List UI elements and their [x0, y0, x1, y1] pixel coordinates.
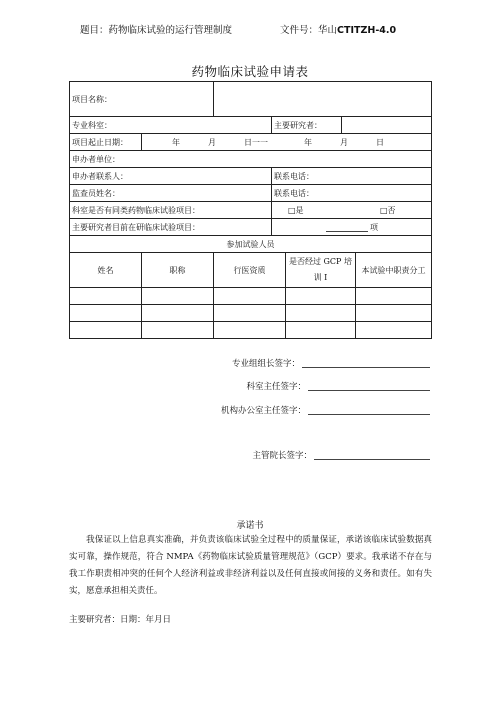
- cell-title[interactable]: [142, 322, 214, 339]
- period-day1: 日一一: [244, 138, 268, 147]
- cell-license[interactable]: [214, 305, 286, 322]
- cell-duty[interactable]: [356, 305, 432, 322]
- pledge-text: [69, 532, 432, 600]
- cell-gcp[interactable]: [286, 288, 356, 305]
- row-dept-pi: [70, 117, 432, 134]
- pledge-body: 我保证以上信息真实准确，并负责该临床试验全过程中的质量保证，承诺该临床试验数据真实可靠，操作规范，符合 NMPA《药物临床试验质量管理规范》（GCP）要求。我承诺不存在与我工作职责相冲突的任何个人经济利益或非经济利益以及任何直接或间接的义务和责任。如有失实，愿意承担相关责任。: [69, 535, 432, 596]
- period-year2: 年: [304, 138, 312, 147]
- field-period[interactable]: [142, 134, 432, 151]
- cell-license[interactable]: [214, 288, 286, 305]
- table-row: [70, 305, 432, 322]
- row-sponsor-unit: [70, 151, 432, 168]
- label-project-name: 项目名称：: [70, 82, 214, 117]
- period-year1: 年: [172, 138, 180, 147]
- checkbox-no[interactable]: □否: [380, 206, 396, 215]
- field-pi[interactable]: [342, 117, 432, 134]
- signature-dean-line[interactable]: [314, 459, 430, 460]
- signature-group-leader: [0, 357, 300, 371]
- application-form-table: [69, 81, 432, 339]
- cell-name[interactable]: [70, 305, 142, 322]
- signature-group-leader-line[interactable]: [302, 367, 430, 368]
- row-sponsor-contact: [70, 168, 432, 185]
- signature-office-head-line[interactable]: [308, 414, 430, 415]
- label-period: 项目起止日期：: [70, 134, 142, 151]
- page-header: [0, 22, 500, 40]
- signature-group-leader-label: 专业组组长签字：: [231, 359, 300, 369]
- cell-name[interactable]: [70, 288, 142, 305]
- table-row: [70, 288, 432, 305]
- label-sponsor-unit[interactable]: 申办者单位：: [70, 151, 432, 168]
- signature-dept-head-label: 科室主任签字：: [246, 382, 306, 392]
- period-day2: 日: [376, 138, 384, 147]
- cell-title[interactable]: [142, 305, 214, 322]
- row-ongoing-trials: [70, 219, 432, 236]
- label-monitor[interactable]: 监查员姓名：: [70, 185, 272, 202]
- row-participants-header: [70, 236, 432, 253]
- row-period: [70, 134, 432, 151]
- col-header-title: 职称: [142, 253, 214, 288]
- signature-office-head-label: 机构办公室主任签字：: [220, 406, 306, 416]
- cell-duty[interactable]: [356, 322, 432, 339]
- label-pi: 主要研究者：: [272, 117, 342, 134]
- col-header-gcp-line2: 训 I: [313, 273, 328, 282]
- label-ongoing-trials: 主要研究者目前在研临床试验项目：: [70, 219, 272, 236]
- cell-duty[interactable]: [356, 288, 432, 305]
- period-month1: 月: [208, 138, 216, 147]
- cell-gcp[interactable]: [286, 305, 356, 322]
- field-ongoing-trials[interactable]: [272, 219, 432, 236]
- row-monitor: [70, 185, 432, 202]
- col-header-license: 行医资质: [214, 253, 286, 288]
- col-header-gcp: [286, 253, 356, 288]
- participants-header: 参加试验人员: [70, 236, 432, 253]
- pledge-signature-line: 主要研究者：日期：年月日: [69, 615, 172, 625]
- col-header-name: 姓名: [70, 253, 142, 288]
- cell-gcp[interactable]: [286, 322, 356, 339]
- label-contact-phone1[interactable]: 联系电话：: [272, 168, 432, 185]
- document-subject: 题目：药物临床试验的运行管理制度: [80, 25, 233, 36]
- cell-license[interactable]: [214, 322, 286, 339]
- doc-number-label: 文件号：华山: [280, 25, 338, 36]
- row-project-name: [70, 82, 432, 117]
- signature-dean: [0, 449, 312, 463]
- pledge-title: 承诺书: [236, 521, 264, 531]
- signature-dept-head-line[interactable]: [308, 390, 430, 391]
- document-number: [280, 22, 396, 36]
- signature-office-head: [0, 404, 306, 418]
- doc-number-code: CTITZH-4.0: [337, 25, 397, 36]
- col-header-gcp-line1: 是否经过 GCP 培: [289, 257, 352, 266]
- label-sponsor-contact[interactable]: 申办者联系人：: [70, 168, 272, 185]
- signature-dean-label: 主管院长签字：: [252, 451, 312, 461]
- cell-title[interactable]: [142, 288, 214, 305]
- signature-dept-head: [0, 380, 306, 394]
- table-row: [70, 322, 432, 339]
- ongoing-count-line: [326, 231, 368, 232]
- row-similar-trial: [70, 202, 432, 219]
- label-dept: 专业科室：: [70, 117, 272, 134]
- period-month2: 月: [340, 138, 348, 147]
- label-contact-phone2[interactable]: 联系电话：: [272, 185, 432, 202]
- ongoing-unit: 项: [370, 223, 378, 232]
- field-similar-trial: [272, 202, 432, 219]
- page-title: 药物临床试验申请表: [191, 64, 309, 79]
- field-project-name[interactable]: [214, 82, 432, 117]
- checkbox-yes[interactable]: □是: [288, 206, 304, 215]
- col-header-duty: 本试验中职责分工: [356, 253, 432, 288]
- cell-name[interactable]: [70, 322, 142, 339]
- row-column-headers: [70, 253, 432, 288]
- label-similar-trial: 科室是否有同类药物临床试验项目：: [70, 202, 272, 219]
